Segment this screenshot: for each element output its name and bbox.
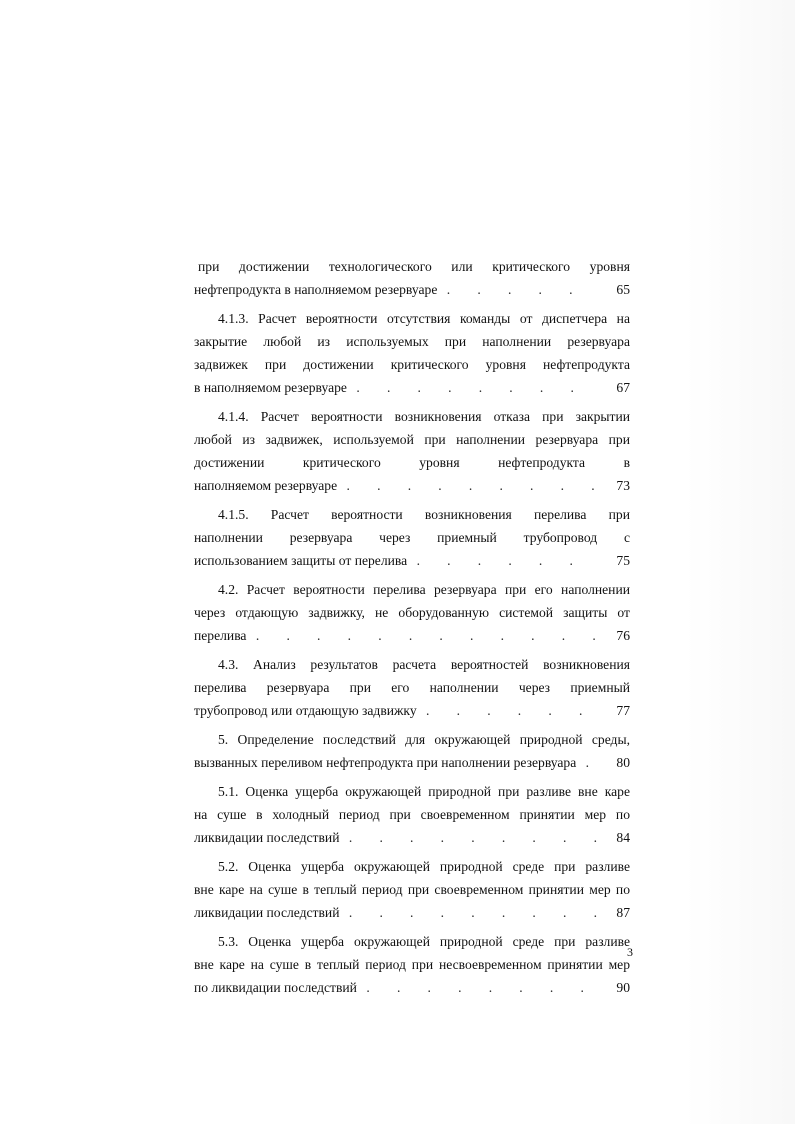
- toc-entry-text: наполнении резервуара через приемный трубопровод с: [194, 530, 630, 545]
- toc-page-number: 73: [616, 478, 630, 493]
- toc-page-number: 65: [616, 282, 630, 297]
- toc-entry-text: трубопровод или отдающую задвижку: [194, 703, 417, 718]
- leader-dots: [417, 699, 600, 722]
- leader-dots: [337, 474, 600, 497]
- toc-entry: [194, 780, 630, 849]
- page-number: 3: [627, 945, 633, 959]
- toc-entry-text: 4.1.5. Расчет вероятности возникновения перелива при: [218, 507, 630, 522]
- toc-entry-text: использованием защиты от перелива: [194, 553, 408, 568]
- toc-entry-text: перелива резервуара при его наполнении через приемный: [194, 680, 630, 695]
- toc-entry: [194, 930, 630, 999]
- toc-entry-text: наполняемом резервуаре: [194, 478, 338, 493]
- toc-entry-text: 4.2. Расчет вероятности перелива резервуара при его наполнении: [218, 582, 630, 597]
- toc-entry-text: ликвидации последствий: [194, 905, 340, 920]
- toc-page-number: 87: [616, 905, 630, 920]
- scan-shadow: [685, 0, 795, 1124]
- toc-entry-text: 5.3. Оценка ущерба окружающей природной среде при разливе: [218, 934, 630, 949]
- toc-entry-text: достижении критического уровня нефтепродукта в: [194, 455, 630, 470]
- toc-page-number: 90: [616, 980, 630, 995]
- toc-entry-text: вызванных переливом нефтепродукта при наполнении резервуара: [194, 755, 577, 770]
- toc-entry-text: 5.2. Оценка ущерба окружающей природной среде при разливе: [218, 859, 630, 874]
- leader-dots: [437, 278, 600, 301]
- toc-entry-text: нефтепродукта в наполняемом резервуаре: [194, 282, 438, 297]
- toc-entry-text: в наполняемом резервуаре: [194, 380, 347, 395]
- toc-entry: [194, 578, 630, 647]
- toc-entry-text: задвижек при достижении критического уровня нефтепродукта: [194, 357, 630, 372]
- leader-dots: [339, 826, 600, 849]
- toc-entry-text: ликвидации последствий: [194, 830, 340, 845]
- toc-entry: [194, 653, 630, 722]
- table-of-contents: [194, 255, 630, 1005]
- toc-page-number: 80: [616, 755, 630, 770]
- toc-page-number: 77: [616, 703, 630, 718]
- toc-page-number: 75: [616, 553, 630, 568]
- toc-entry-text: 4.1.3. Расчет вероятности отсутствия команды от диспетчера на: [218, 311, 630, 326]
- toc-entry: [194, 503, 630, 572]
- toc-entry: [194, 855, 630, 924]
- toc-entry-text: 4.1.4. Расчет вероятности возникновения отказа при закрытии: [218, 409, 630, 424]
- leader-dots: [407, 549, 600, 572]
- toc-page-number: 76: [616, 628, 630, 643]
- toc-entry-text: вне каре на суше в теплый период при несвоевременном принятии мер: [194, 957, 630, 972]
- toc-entry: [194, 405, 630, 497]
- toc-entry-text: на суше в холодный период при своевременном принятии мер по: [194, 807, 630, 822]
- toc-entry: [194, 255, 630, 301]
- leader-dots: [246, 624, 600, 647]
- toc-entry: [194, 728, 630, 774]
- leader-dots: [347, 376, 600, 399]
- toc-entry-text: любой из задвижек, используемой при наполнении резервуара при: [194, 432, 630, 447]
- toc-entry-text: вне каре на суше в теплый период при своевременном принятии мер по: [194, 882, 630, 897]
- toc-page-number: 67: [616, 380, 630, 395]
- toc-entry-text: 5. Определение последствий для окружающей природной среды,: [218, 732, 630, 747]
- toc-entry-text: перелива: [194, 628, 247, 643]
- toc-entry-text: закрытие любой из используемых при наполнении резервуара: [194, 334, 630, 349]
- toc-entry-text: 5.1. Оценка ущерба окружающей природной при разливе вне каре: [218, 784, 630, 799]
- toc-entry-text: при достижении технологического или критического уровня: [198, 259, 630, 274]
- toc-entry-text: по ликвидации последствий: [194, 980, 357, 995]
- toc-entry-text: через отдающую задвижку, не оборудованную системой защиты от: [194, 605, 630, 620]
- leader-dots: [357, 976, 600, 999]
- leader-dots: [576, 751, 600, 774]
- toc-entry-text: 4.3. Анализ результатов расчета вероятностей возникновения: [218, 657, 630, 672]
- toc-entry: [194, 307, 630, 399]
- leader-dots: [339, 901, 600, 924]
- toc-page-number: 84: [616, 830, 630, 845]
